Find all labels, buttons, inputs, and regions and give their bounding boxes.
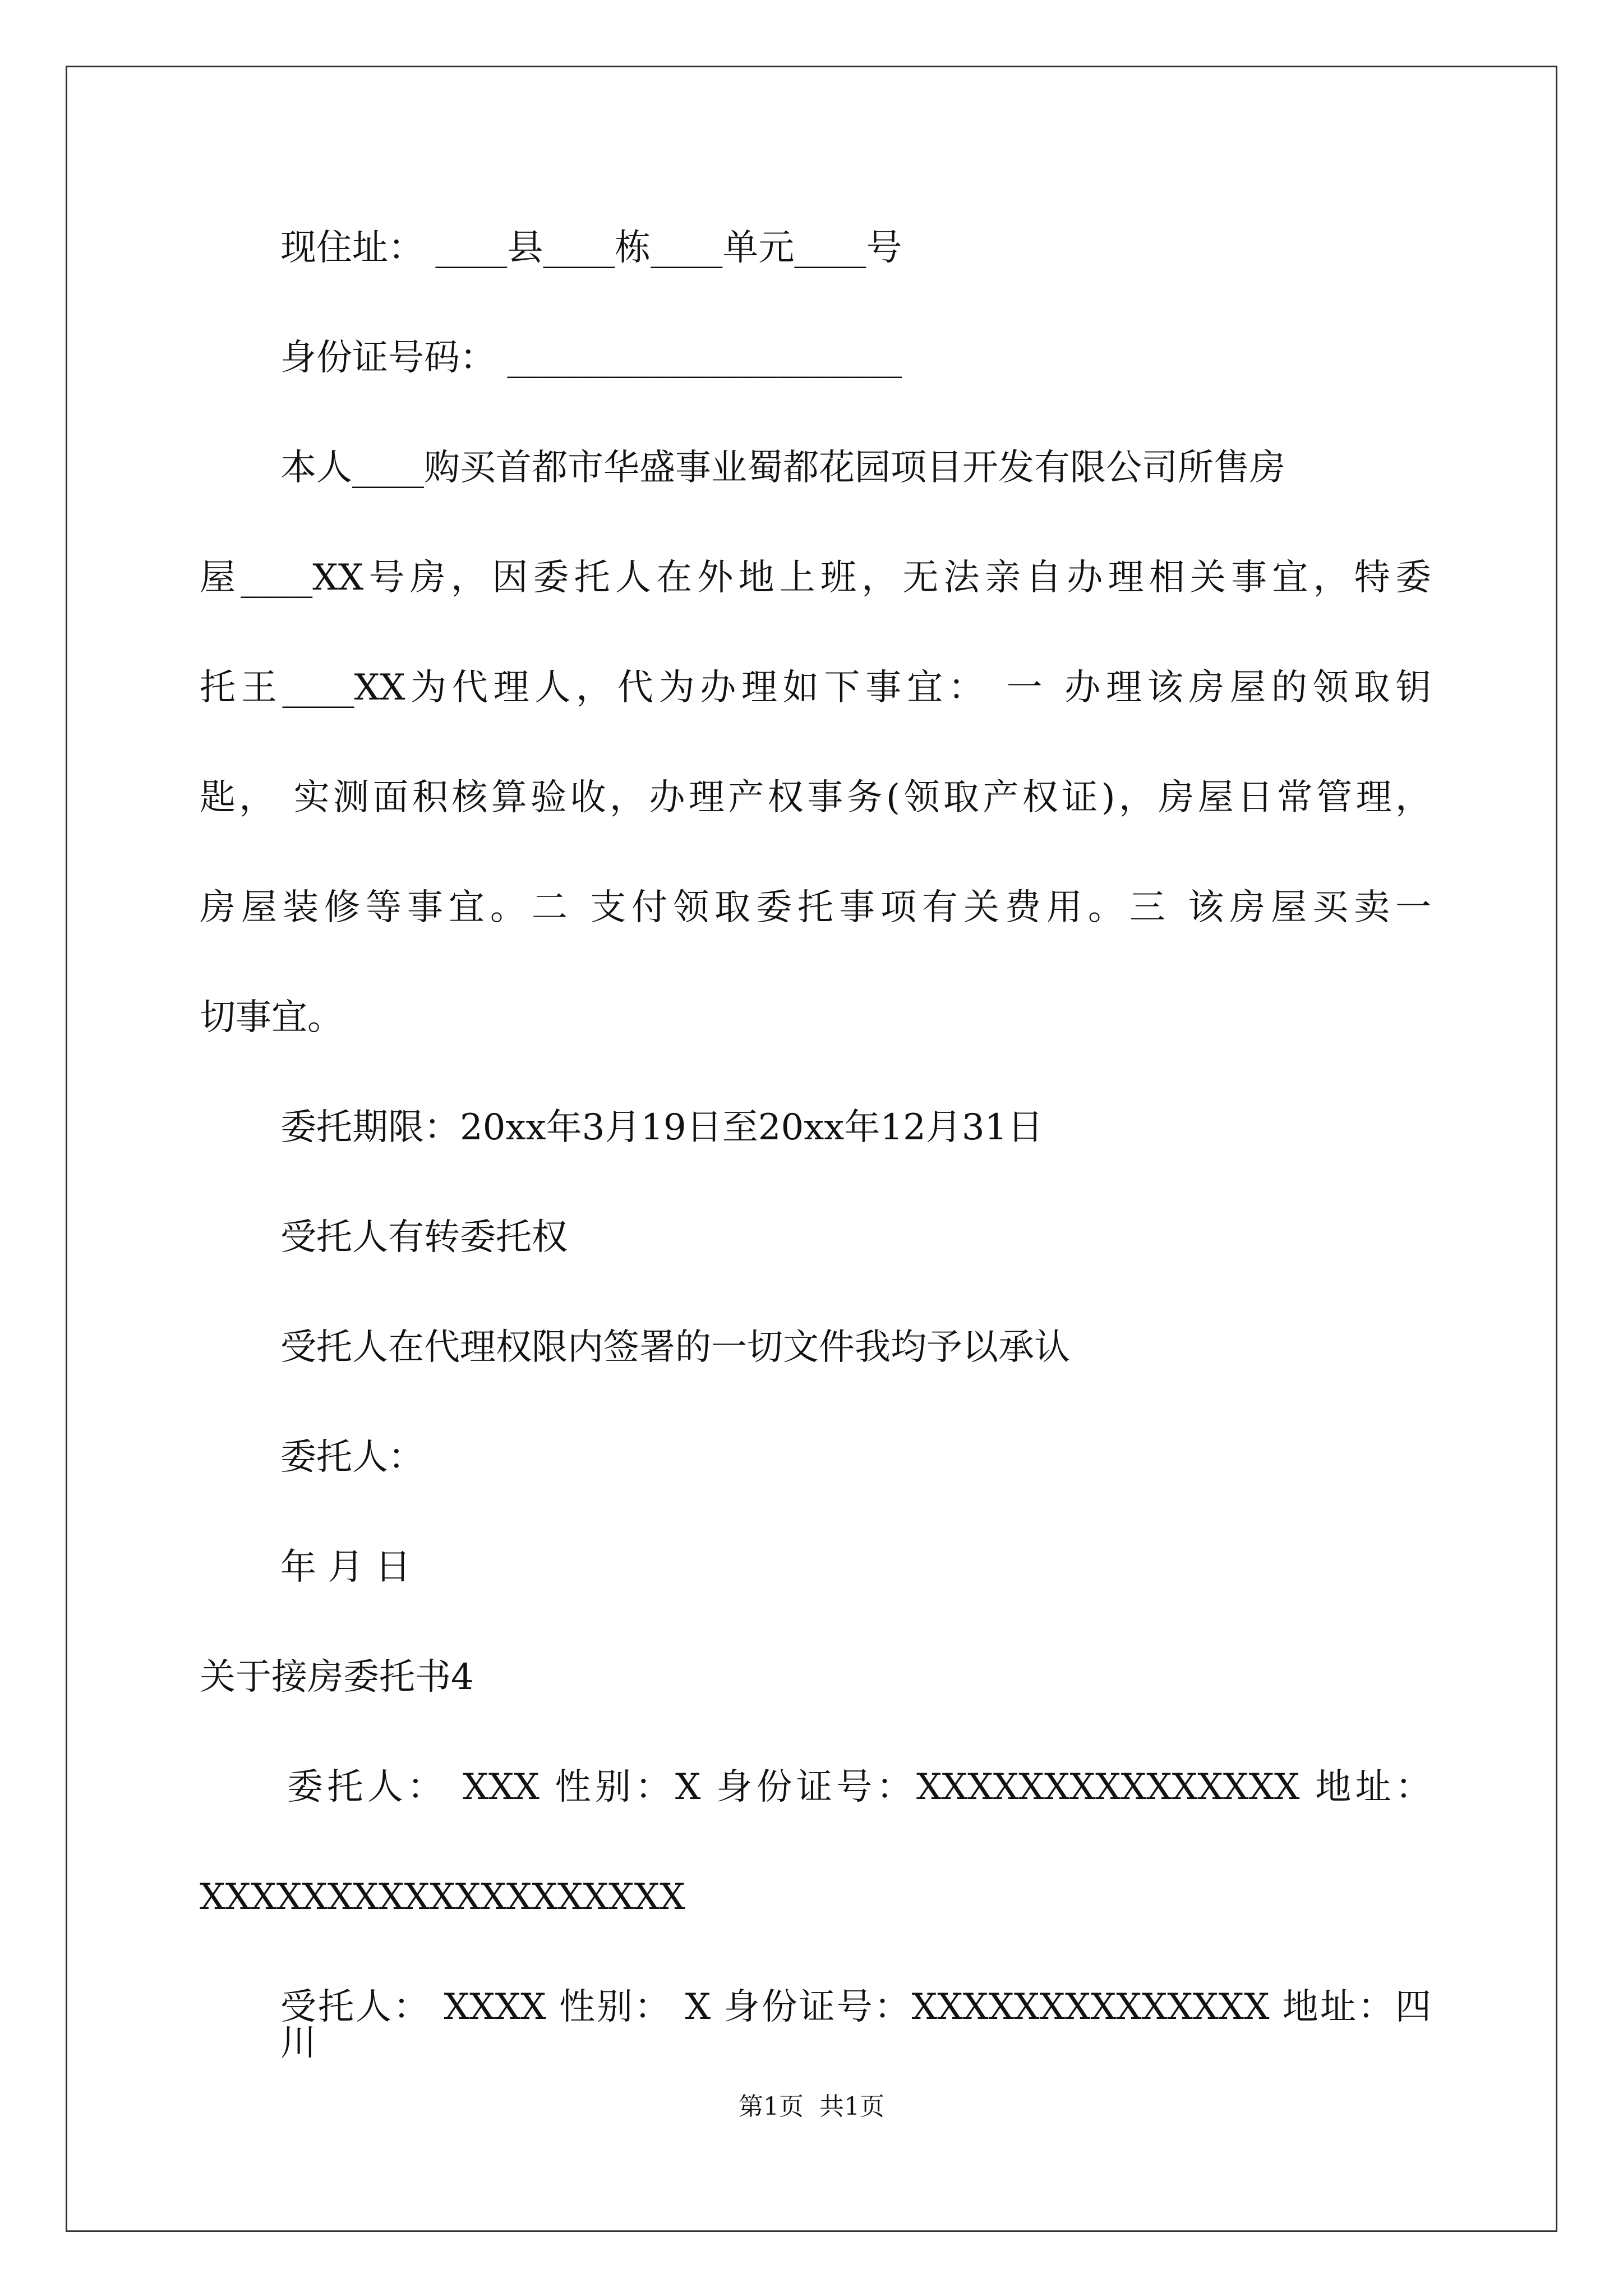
section-title: 关于接房委托书4 bbox=[200, 1657, 474, 1698]
agent-info-line: 受托人： XXXX 性别： X 身份证号：XXXXXXXXXXXXXX 地址：四川 bbox=[280, 1986, 1431, 2064]
body-paragraph-line: 托王____XX为代理人，代为办理如下事宜： 一 办理该房屋的领取钥 bbox=[200, 667, 1431, 708]
page-number-footer: 第1页 共1页 bbox=[739, 2092, 884, 2121]
id-number-line: 身份证号码： ______________________ bbox=[280, 337, 902, 379]
acknowledgement-line: 受托人在代理权限内签署的一切文件我均予以承认 bbox=[280, 1327, 1070, 1368]
body-paragraph-line: 本人____购买首都市华盛事业蜀都花园项目开发有限公司所售房 bbox=[280, 447, 1285, 489]
sub-delegation-line: 受托人有转委托权 bbox=[280, 1217, 568, 1258]
principal-info-line: 委托人： XXX 性别：X 身份证号：XXXXXXXXXXXXXXX 地址： bbox=[287, 1766, 1431, 1808]
body-paragraph-line: 屋____XX号房，因委托人在外地上班，无法亲自办理相关事宜，特委 bbox=[200, 557, 1431, 599]
date-line: 年 月 日 bbox=[280, 1547, 411, 1588]
principal-address-line: XXXXXXXXXXXXXXXXXXX bbox=[200, 1876, 685, 1918]
body-paragraph-line: 切事宜。 bbox=[200, 997, 343, 1038]
principal-signature-label: 委托人： bbox=[280, 1437, 424, 1478]
address-line: 现住址： ____县____栋____单元____号 bbox=[280, 227, 902, 269]
body-paragraph-line: 匙， 实测面积核算验收，办理产权事务(领取产权证)，房屋日常管理， bbox=[200, 777, 1431, 818]
body-paragraph-line: 房屋装修等事宜。二 支付领取委托事项有关费用。三 该房屋买卖一 bbox=[200, 887, 1431, 928]
term-line: 委托期限：20xx年3月19日至20xx年12月31日 bbox=[280, 1107, 1044, 1148]
